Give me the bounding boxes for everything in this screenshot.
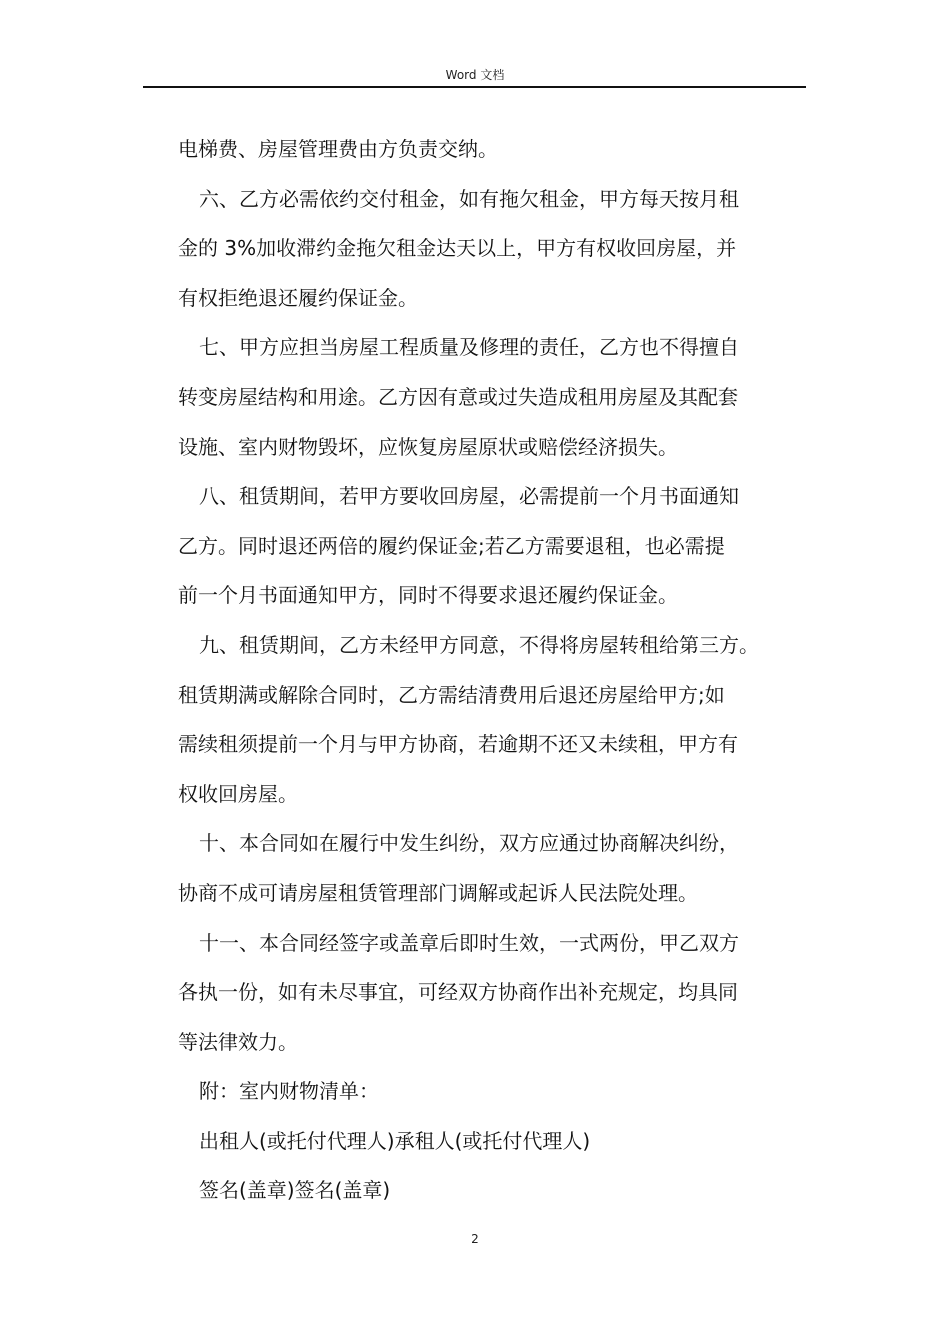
text-line: 租赁期满或解除合同时，乙方需结清费用后退还房屋给甲方;如	[178, 682, 725, 707]
text-line: 各执一份，如有未尽事宜，可经双方协商作出补充规定，均具同	[178, 980, 738, 1005]
text-line: 附：室内财物清单：	[199, 1079, 379, 1104]
text-line: 有权拒绝退还履约保证金。	[178, 285, 418, 310]
text-line: 十、本合同如在履行中发生纠纷，双方应通过协商解决纠纷，	[199, 831, 739, 856]
text-line: 乙方。同时退还两倍的履约保证金;若乙方需要退租，也必需提	[178, 533, 725, 558]
page-number: 2	[471, 1232, 479, 1246]
text-line: 设施、室内财物毁坏，应恢复房屋原状或赔偿经济损失。	[178, 434, 678, 459]
text-line: 需续租须提前一个月与甲方协商，若逾期不还又未续租，甲方有	[178, 732, 738, 757]
text-line: 权收回房屋。	[178, 781, 298, 806]
document-body	[178, 125, 818, 1216]
text-line: 电梯费、房屋管理费由方负责交纳。	[178, 137, 498, 161]
text-line: 等法律效力。	[178, 1029, 298, 1054]
text-line: 前一个月书面通知甲方，同时不得要求退还履约保证金。	[178, 583, 678, 608]
text-line: 金的 3%加收滞约金拖欠租金达天以上，甲方有权收回房屋，并	[178, 236, 737, 261]
text-line: 八、租赁期间，若甲方要收回房屋，必需提前一个月书面通知	[199, 484, 739, 509]
text-line: 六、乙方必需依约交付租金，如有拖欠租金，甲方每天按月租	[199, 186, 739, 211]
text-line: 签名(盖章)签名(盖章)	[199, 1178, 391, 1203]
text-line: 七、甲方应担当房屋工程质量及修理的责任，乙方也不得擅自	[199, 335, 739, 360]
text-line: 十一、本合同经签字或盖章后即时生效，一式两份，甲乙双方	[199, 930, 739, 955]
text-line: 九、租赁期间，乙方未经甲方同意，不得将房屋转租给第三方。	[199, 632, 759, 657]
text-line: 转变房屋结构和用途。乙方因有意或过失造成租用房屋及其配套	[178, 384, 738, 409]
text-line: 协商不成可请房屋租赁管理部门调解或起诉人民法院处理。	[178, 880, 698, 905]
header-divider	[143, 86, 806, 88]
text-line: 出租人(或托付代理人)承租人(或托付代理人)	[199, 1128, 591, 1153]
page-header-title: Word 文档	[445, 68, 505, 82]
